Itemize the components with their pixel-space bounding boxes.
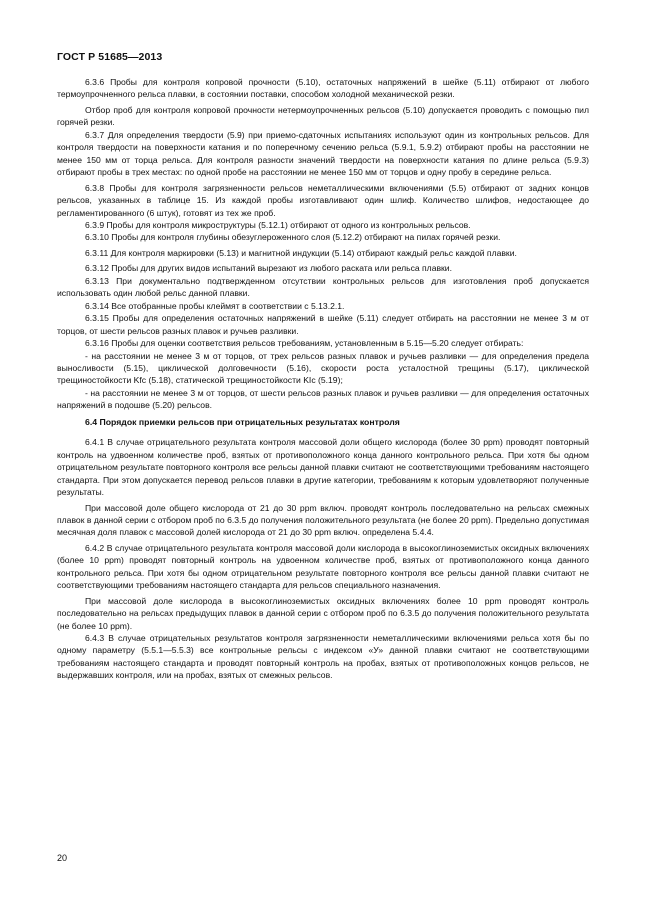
list-item: - на расстоянии не менее 3 м от торцов, от трех рельсов разных плавок и ручьев разливки — для определения предела выносливости (5.15), циклической долговечности (5.16), скорости роста усталостной трещины (5.17), циклической трещиностойкости Kfc (5.18), статической трещиностойкости KIc (5.19); — [57, 350, 589, 386]
paragraph-6-3-15: 6.3.15 Пробы для определения остаточных напряжений в шейке (5.11) следует отбирать на расстоянии не менее 3 м от торцов, от шести рельсов разных плавок и ручьев разливки. — [57, 313, 589, 336]
paragraph-6-4-3: 6.4.3 В случае отрицательных результатов контроля загрязненности неметаллическими включениями рельса хотя бы по одному параметру (5.5.1—5.5.3) все контрольные рельсы с индексом «У» данной плавки считают не соответствующими требованиям настоящего стандарта и проводят повторный контроль на пробах, взятых от противоположных концов рельсов, не выдержавших контроля, или на пробах, взятых от смежных рельсов. — [57, 633, 589, 681]
paragraph-6-3-16: 6.3.16 Пробы для оценки соответствия рельсов требованиям, установленным в 5.15—5.20 следует отбирать: — [85, 338, 524, 349]
paragraph-6-3-6: 6.3.6 Пробы для контроля копровой прочности (5.10), остаточных напряжений в шейке (5.11) отбирают от любого термоупрочненного рельса плавки, в состоянии поставки, способом холодной механической резки. — [57, 77, 589, 100]
paragraph-6-3-11: 6.3.11 Для контроля маркировки (5.13) и магнитной индукции (5.14) отбирают каждый рельс каждой плавки. — [85, 247, 517, 258]
paragraph-6-4-2-note: При массовой доле кислорода в высокоглиноземистых оксидных включениях более 10 ppm проводят контроль последовательно на рельсах предыдущих плавок в данной серии с отбором проб по 6.3.5 до получения положительного результата (не более 10 ppm). — [57, 595, 589, 631]
paragraph-6-3-12: 6.3.12 Пробы для других видов испытаний вырезают из любого раската или рельса плавки. — [85, 263, 452, 274]
paragraph-6-3-6-note: Отбор проб для контроля копровой прочности нетермоупрочненных рельсов (5.10) допускается проводить с помощью пил горячей резки. — [57, 104, 589, 128]
standard-header: ГОСТ Р 51685—2013 — [57, 51, 163, 63]
paragraph-6-3-13: 6.3.13 При документально подтвержденном отсутствии контрольных рельсов для изготовления проб допускается использовать один любой рельс данной плавки. — [57, 275, 589, 299]
page-number: 20 — [57, 853, 68, 863]
paragraph-6-3-14: 6.3.14 Все отобранные пробы клеймят в соответствии с 5.13.2.1. — [85, 300, 345, 311]
paragraph-6-3-10: 6.3.10 Пробы для контроля глубины обезуглероженного слоя (5.12.2) отбирают на пилах горячей резки. — [85, 232, 501, 243]
paragraph-6-4-1-note: При массовой доле общего кислорода от 21 до 30 ppm включ. проводят контроль последовательно на рельсах смежных плавок в данной серии с отбором проб по 6.3.5 до получения положительного результата (не более 20 ppm). Предельно допустимая месячная доля плавок с массовой долей кислорода от 21 до 30 ppm включ. определена 5.4.4. — [57, 502, 589, 538]
paragraph-6-3-8: 6.3.8 Пробы для контроля загрязненности рельсов неметаллическими включениями (5.5) отбирают от задних концов рельсов, указанных в таблице 15. Из каждой пробы изготавливают один шлиф. Количество шлифов, недостающее до регламентированного (6 штук), готовят из тех же проб. — [57, 182, 589, 218]
paragraph-6-4-1: 6.4.1 В случае отрицательного результата контроля массовой доли общего кислорода (более 30 ppm) проводят повторный контроль на удвоенном количестве проб, взятых от противоположного конца данного контрольного рельса. При хотя бы одном отрицательном результате повторного контроля все рельсы данной плавки считают не соответствующими требованиям настоящего стандарта. При этом допускается перевод рельсов плавки в другие категории, требованиям к которым удовлетворяют полученные результаты. — [57, 437, 589, 498]
paragraph-6-4-2: 6.4.2 В случае отрицательного результата контроля массовой доли кислорода в высокоглиноземистых оксидных включениях (более 10 ppm) проводят повторный контроль на удвоенном количестве проб, взятых от противоположного конца данного контрольного рельса. При хотя бы одном отрицательном результате повторного контроля все рельсы данной плавки считают не соответствующими требованиям настоящего стандарта для рельсов специального назначения. — [57, 542, 589, 591]
section-heading-6-4: 6.4 Порядок приемки рельсов при отрицательных результатах контроля — [85, 416, 400, 427]
document-body — [57, 76, 589, 682]
paragraph-6-3-7: 6.3.7 Для определения твердости (5.9) при приемо-сдаточных испытаниях используют один из контрольных рельсов. Для контроля твердости на поверхности катания и по поперечному сечению рельса (5.9.1, 5.9.2) отбирают пробы на расстоянии не менее 150 мм от торца рельса. Для контроля разности значений твердости на поверхности катания по длине рельса (5.9.3) отбирают пробы в трех местах: по одной пробе на расстоянии не менее 150 мм от торцов и одну пробу в середине рельса. — [57, 129, 589, 178]
list-item: - на расстоянии не менее 3 м от торцов, от шести рельсов разных плавок и ручьев разливки — для определения остаточных напряжений в подошве (5.20) рельсов. — [57, 387, 589, 411]
paragraph-6-3-9: 6.3.9 Пробы для контроля микроструктуры (5.12.1) отбирают от одного из контрольных рельсов. — [85, 219, 471, 230]
